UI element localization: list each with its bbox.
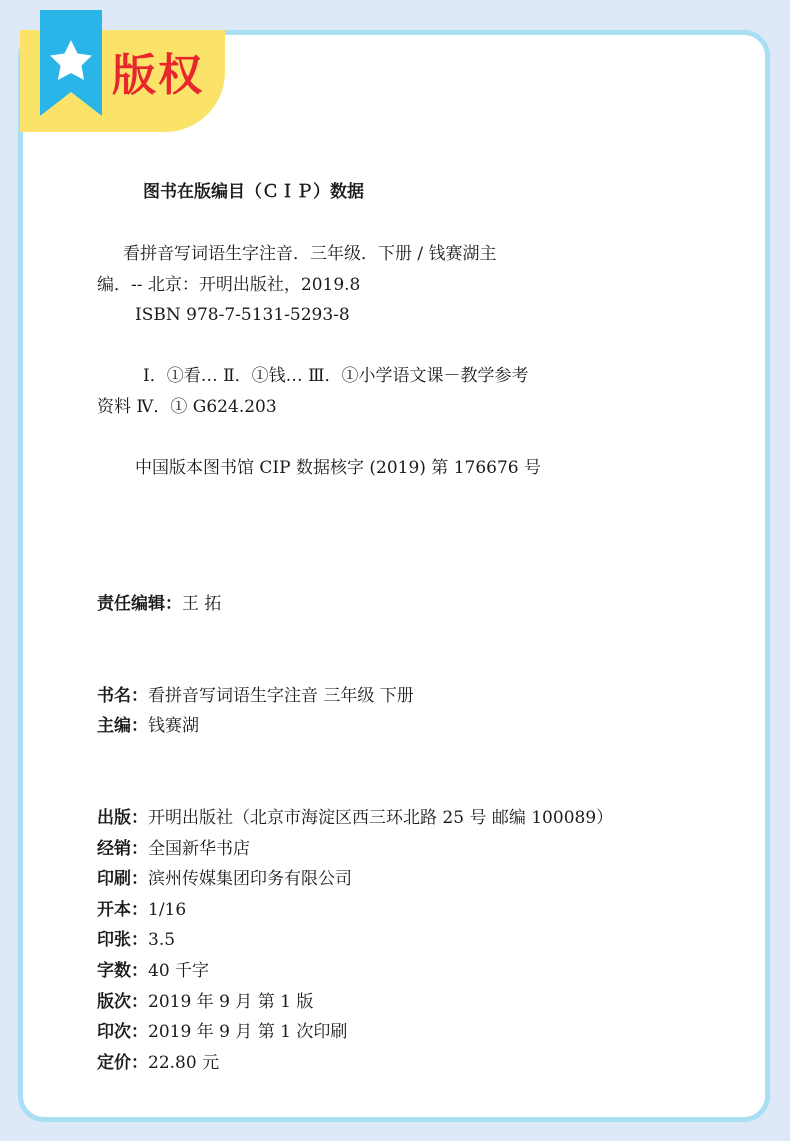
- detail-row: 字数：40 千字: [97, 961, 210, 981]
- cip-record: 中国版本图书馆 CIP 数据核字 (2019) 第 176676 号: [135, 458, 542, 478]
- detail-row: 印刷：滨州传媒集团印务有限公司: [97, 869, 352, 889]
- star-bookmark-icon: [40, 10, 102, 116]
- detail-row: 版次：2019 年 9 月 第 1 版: [97, 992, 314, 1012]
- cip-line-5: 资料 Ⅳ．① G624.203: [97, 397, 277, 417]
- cip-line-1: 看拼音写词语生字注音．三年级．下册 / 钱赛湖主: [123, 244, 497, 264]
- cip-line-2: 编．-- 北京：开明出版社，2019.8: [97, 275, 361, 295]
- cip-heading: 图书在版编目（ＣＩＰ）数据: [143, 182, 364, 202]
- chief-editor-value: 钱赛湖: [148, 716, 199, 736]
- detail-row: 定价：22.80 元: [97, 1053, 220, 1073]
- editor-row: [97, 592, 221, 616]
- detail-row: 出版：开明出版社（北京市海淀区西三环北路 25 号 邮编 100089）: [97, 808, 614, 828]
- cip-isbn: ISBN 978-7-5131-5293-8: [135, 305, 350, 325]
- detail-row: 印次：2019 年 9 月 第 1 次印刷: [97, 1022, 348, 1042]
- detail-row: 开本：1/16: [97, 900, 187, 920]
- book-name-row: [97, 684, 414, 708]
- book-name-label: 书名：: [97, 686, 148, 706]
- detail-row: 经销：全国新华书店: [97, 839, 250, 859]
- editor-label: 责任编辑：: [97, 594, 182, 614]
- detail-row: 印张：3.5: [97, 930, 176, 950]
- page-title: 版权: [112, 50, 204, 101]
- cip-line-4: Ⅰ．①看… Ⅱ．①钱… Ⅲ．①小学语文课－教学参考: [143, 366, 529, 386]
- editor-value: 王 拓: [182, 594, 222, 614]
- book-name-value: 看拼音写词语生字注音 三年级 下册: [148, 686, 414, 706]
- chief-editor-row: [97, 714, 199, 738]
- chief-editor-label: 主编：: [97, 716, 148, 736]
